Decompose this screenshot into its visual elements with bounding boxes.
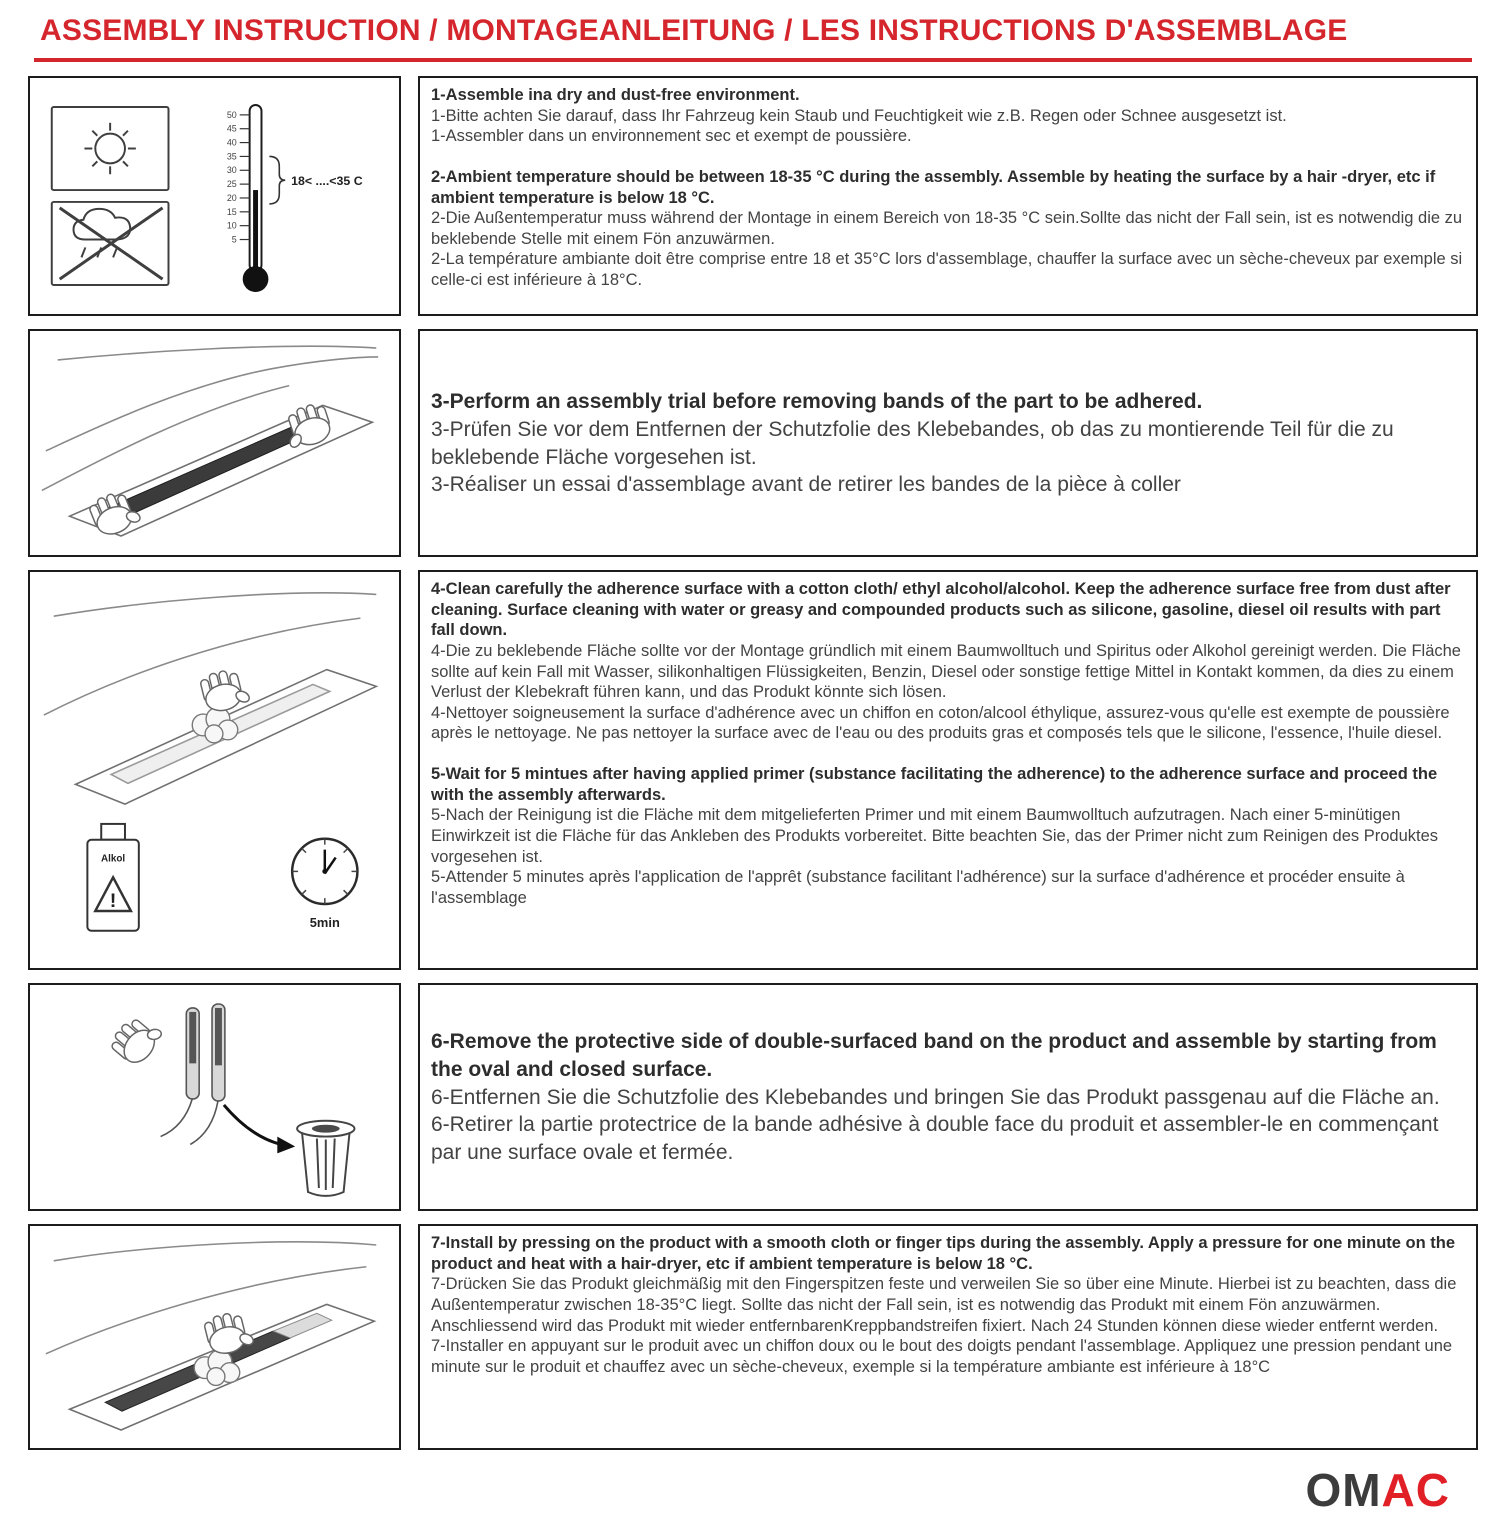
svg-text:30: 30 (226, 165, 237, 176)
omac-logo (28, 1463, 1478, 1515)
title-underline (34, 58, 1472, 62)
environment-temperature-illustration (30, 78, 399, 314)
section-3-text (418, 570, 1478, 970)
step-1-de: 1-Bitte achten Sie darauf, dass Ihr Fahrzeug kein Staub und Feuchtigkeit wie z.B. Regen oder Schnee ausgesetzt ist. (431, 106, 1287, 125)
step-3-de: 3-Prüfen Sie vor dem Entfernen der Schutzfolie des Klebebandes, ob das zu montierende Teil für die zu beklebende Fläche vorgesehen ist. (431, 417, 1394, 469)
peeling-hand-icon (107, 1009, 166, 1069)
step-5-en: 5-Wait for 5 mintues after having applied primer (substance facilitating the adherence) to the adherence surface and proceed the with the assembly afterwards. (431, 765, 1438, 804)
step-6-en: 6-Remove the protective side of double-surfaced band on the product and assemble by starting from the oval and closed surface. (431, 1029, 1437, 1081)
step-6-fr: 6-Retirer la partie protectrice de la bande adhésive à double face du produit et assembler-le en commençant par une surface ovale et fermée. (431, 1113, 1439, 1165)
section-2-text (418, 329, 1478, 557)
section-5-text (418, 1224, 1478, 1450)
page-title: ASSEMBLY INSTRUCTION / MONTAGEANLEITUNG / LES INSTRUCTIONS D'ASSEMBLAGE (40, 14, 1348, 47)
section-2-illustration (28, 329, 401, 557)
section-3-illustration (28, 570, 401, 970)
logo-om-text: OM (1305, 1464, 1382, 1516)
temperature-range-label: 18< ....<35 C (291, 174, 363, 189)
step-1-fr: 1-Assembler dans un environnement sec et exempt de poussière. (431, 127, 912, 146)
step-4-en: 4-Clean carefully the adherence surface with a cotton cloth/ ethyl alcohol/alcohol. Keep the adherence surface free from dust after cleaning. Surface cleaning with water or greasy and compounded products such as silicone, gasoline, diesel oil results with part fall down. (431, 580, 1451, 640)
step-2-de: 2-Die Außentemperatur muss während der Montage in einem Bereich von 18-35 °C sein.Sollte das nicht der Fall sein, ist es notwendig die zu beklebende Stelle mit einem Fön anzuwärmen. (431, 209, 1463, 248)
step-2-fr: 2-La température ambiante doit être comprise entre 18 et 35°C lors d'assemblage, chauffer la surface avec un sèche-cheveux par exemple si celle-ci est inférieure à 18°C. (431, 250, 1463, 289)
thermometer-icon (227, 105, 363, 292)
door-sill-trial-illustration (30, 331, 399, 555)
trash-can-icon (297, 1121, 354, 1196)
clock-icon (292, 839, 357, 904)
left-hand-icon (87, 486, 144, 539)
peel-band-illustration (30, 985, 399, 1209)
step-5-fr: 5-Attender 5 minutes après l'application de l'apprêt (substance facilitant l'adhérence) sur la surface d'adhérence et procéder ensuite à l'assemblage (431, 868, 1405, 907)
step-4-fr: 4-Nettoyer soigneusement la surface d'adhérence avec un chiffon en coton/alcool éthylique, assurez-vous qu'elle est exempte de poussière après le nettoyage. Ne pas nettoyer la surface avec de l'eau ou des produits gras et composés tels que le silicone, l'essence, l'huile diesel. (431, 703, 1450, 743)
alcohol-label: Alkol (101, 853, 126, 865)
step-7-fr: 7-Installer en appuyant sur le produit avec un chiffon doux ou le bout des doigts pendant l'assemblage. Appliquez une pression pendant une minute sur le produit et chauffez avec un sèche-cheveux, exemple si la température ambiante est inférieure à 18°C (431, 1337, 1453, 1376)
section-5-illustration (28, 1224, 401, 1450)
step-1-en: 1-Assemble ina dry and dust-free environment. (431, 86, 800, 104)
svg-text:40: 40 (226, 137, 237, 148)
svg-text:25: 25 (226, 179, 237, 190)
sun-icon (52, 107, 169, 190)
clock-label: 5min (309, 914, 340, 930)
alcohol-bottle-icon (87, 824, 138, 931)
step-6-de: 6-Entfernen Sie die Schutzfolie des Klebebandes und bringen Sie das Produkt passgenau auf die Fläche an. (431, 1085, 1440, 1109)
step-3-en: 3-Perform an assembly trial before removing bands of the part to be adhered. (431, 389, 1203, 413)
svg-text:5: 5 (231, 234, 237, 245)
step-2-en: 2-Ambient temperature should be between 18-35 °C during the assembly. Assemble by heating the surface by a hair -dryer, etc if ambient temperature is below 18 °C. (431, 167, 1436, 207)
section-1-text (418, 76, 1478, 316)
strip-remaining (273, 1313, 331, 1338)
no-rain-icon (52, 202, 169, 285)
section-4-text (418, 983, 1478, 1211)
section-5-row (28, 1224, 1478, 1450)
svg-text:10: 10 (226, 220, 237, 231)
range-brace (269, 156, 285, 203)
adhesive-strip (109, 420, 325, 516)
svg-text:50: 50 (226, 109, 237, 120)
svg-text:20: 20 (226, 192, 237, 203)
press-install-illustration (30, 1226, 399, 1448)
svg-text:15: 15 (226, 206, 237, 217)
section-3-row (28, 570, 1478, 970)
step-7-de: 7-Drücken Sie das Produkt gleichmäßig mit den Fingerspitzen feste und verweilen Sie so über eine Minute. Hierbei ist zu beachten, dass die Außentemperatur zwischen 18-35°C liegt. Sollte das nicht der Fall sein, ist es notwendig das Produkt mit einem Fön anzuwärmen. Anschliessend wird das Produkt mit wieder entfernbarenKreppbandstreifen fixiert. Nach 24 Stunden können diese wieder entfernt werden. (431, 1275, 1457, 1335)
section-2-row (28, 329, 1478, 557)
step-4-de: 4-Die zu beklebende Fläche sollte vor der Montage gründlich mit einem Baumwolltuch und Spiritus oder Alkohol gereinigt werden. Die Fläche sollte auf kein Fall mit Wasser, silikonhaltigen Flüssigkeiten, Benzin, Diesel oder sonstige fettige Mittel in Kontakt kommen, da dies zu einem Verlust der Klebekraft führen kann, und das Produkt könnte sich lösen. (431, 641, 1461, 702)
svg-text:35: 35 (226, 151, 237, 162)
svg-text:45: 45 (226, 123, 237, 134)
step-5-de: 5-Nach der Reinigung ist die Fläche mit dem mitgelieferten Primer und mit einem Baumwolltuch aufzutragen. Nach einer 5-minütigen Einwirkzeit ist die Fläche für das Ankleben des Produkts vorbereitet. Bitte beachten Sie, das der Primer nicht zum Reinigen des Produktes vorgesehen ist. (431, 806, 1439, 866)
svg-text:!: ! (109, 890, 117, 913)
adhesive-bands-icon (161, 1004, 225, 1144)
section-1-row (28, 76, 1478, 316)
step-3-fr: 3-Réaliser un essai d'assemblage avant de retirer les bandes de la pièce à coller (431, 473, 1181, 497)
discard-arrow-icon (224, 1105, 295, 1153)
logo-ac-text: AC (1381, 1464, 1450, 1516)
step-7-en: 7-Install by pressing on the product with a smooth cloth or finger tips during the assembly. Apply a pressure for one minute on the product and heat with a hair-dryer, etc if ambient temperature is below 18 °C. (431, 1234, 1456, 1273)
section-4-illustration (28, 983, 401, 1211)
section-1-illustration (28, 76, 401, 316)
section-4-row (28, 983, 1478, 1211)
cleaning-illustration (30, 572, 399, 968)
